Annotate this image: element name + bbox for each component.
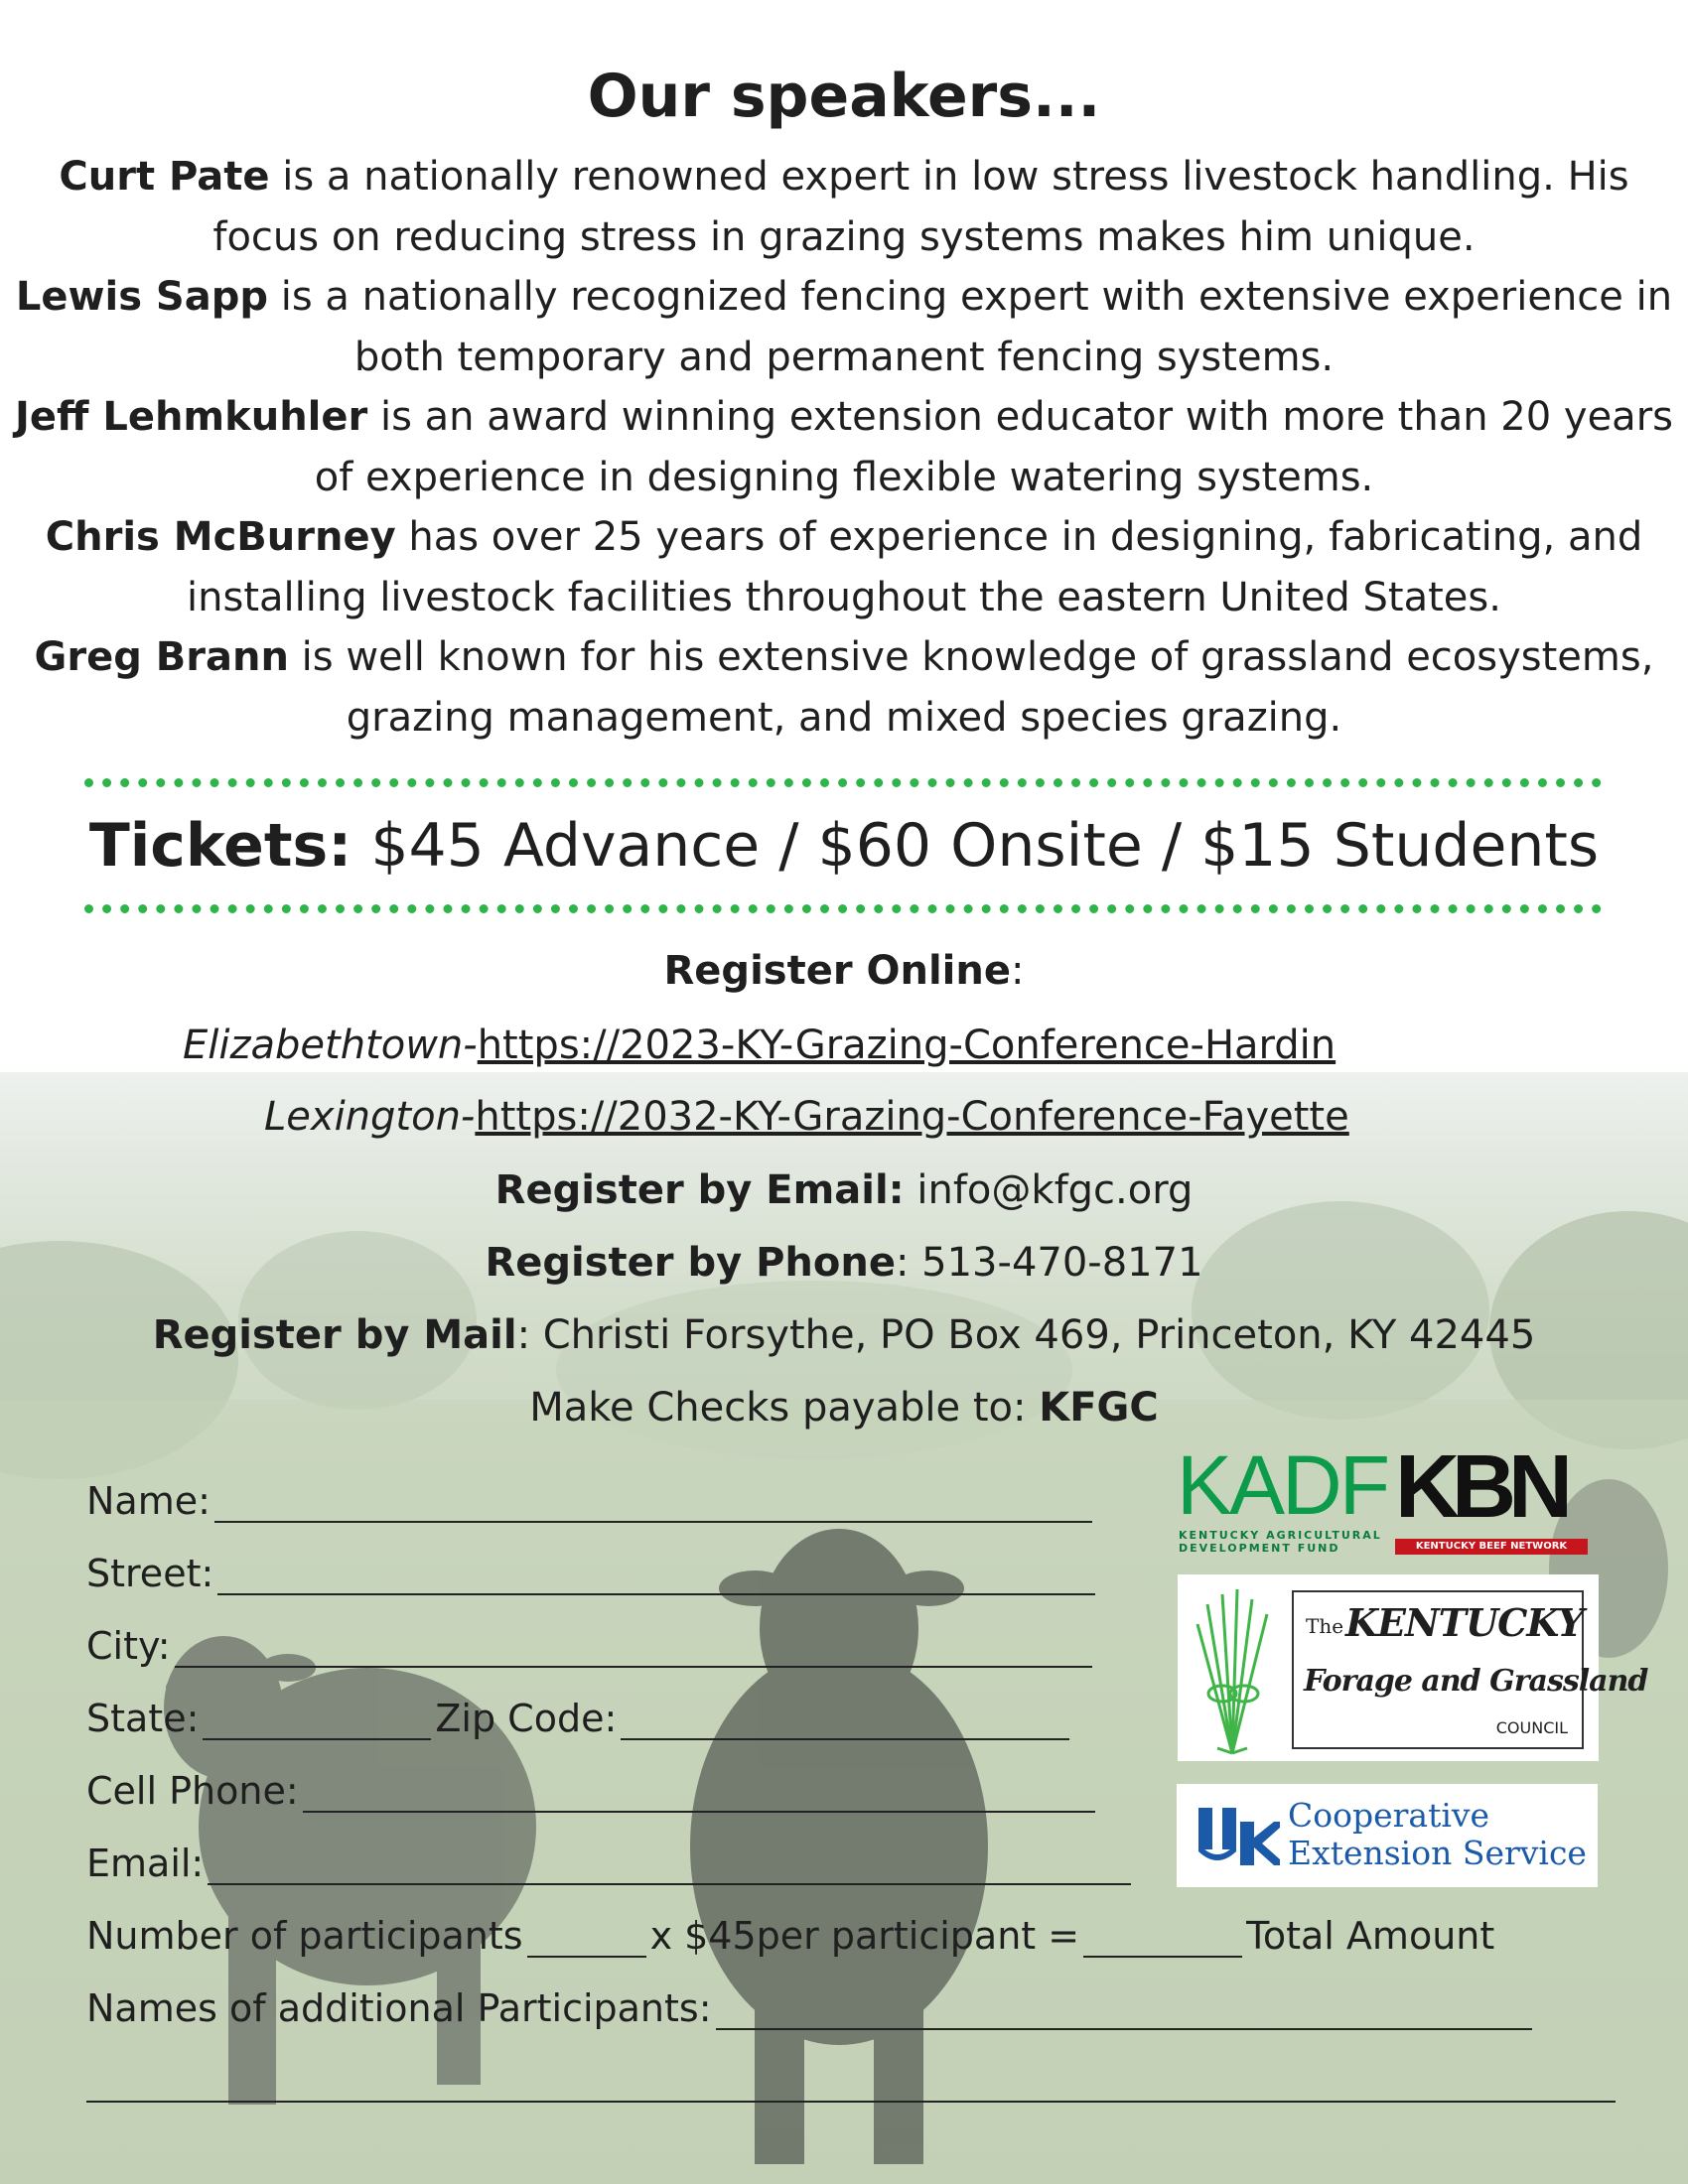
speaker-name: Curt Pate [59,154,270,200]
register-email-value[interactable]: info@kfgc.org [904,1167,1194,1213]
additional-participants-field[interactable] [716,1994,1532,2030]
lexington-link[interactable]: https://2032-KY-Grazing-Conference-Fayette [475,1094,1349,1140]
speaker-description: is an award winning extension educator with more than 20 years of experience in designing flexible watering systems. [314,394,1673,500]
dotted-divider [84,904,1602,913]
speaker-name: Chris McBurney [45,514,396,560]
bio-jeff-lehmkuhler [0,387,1688,507]
register-phone-label: Register by Phone [485,1240,896,1286]
bio-chris-mcburney [0,507,1688,627]
speaker-description: is well known for his extensive knowledge of grassland ecosystems, grazing management, and mixed species grazing. [288,634,1654,741]
uk-logo-icon [1196,1804,1280,1867]
form-row-email [86,1836,1135,1885]
kfgc-logo [1178,1574,1648,1761]
name-field[interactable] [214,1487,1092,1523]
city-label: Elizabethtown- [183,1023,478,1068]
additional-participants-field-2[interactable] [86,2067,1616,2103]
register-mail-label: Register by Mail [152,1312,517,1358]
elizabethtown-registration [183,1023,1336,1068]
kfgc-logo-forage: Forage and Grassland [1304,1664,1648,1699]
form-row-city [86,1618,1096,1668]
cell-phone-field[interactable] [303,1777,1095,1813]
state-label: State: [86,1697,200,1740]
kadf-logo-line1: KENTUCKY AGRICULTURAL [1179,1529,1382,1542]
checks-label: Make Checks payable to: [529,1385,1040,1431]
checks-payee: KFGC [1039,1385,1159,1431]
form-row-additional-2 [86,2053,1619,2103]
ces-logo-line2: Extension Service [1288,1834,1587,1872]
register-phone-value: : 513-470-8171 [895,1240,1203,1286]
grass-bundle-icon [1178,1574,1287,1761]
state-field[interactable] [203,1705,431,1740]
checks-payable [0,1385,1688,1431]
kfgc-logo-box [1292,1590,1648,1749]
kadf-logo-line2: DEVELOPMENT FUND [1179,1542,1340,1555]
speaker-description: has over 25 years of experience in designing, fabricating, and installing livestock facilities throughout the eastern United States. [187,514,1643,620]
city-label: City: [86,1624,171,1668]
total-amount-label: Total Amount [1246,1914,1495,1958]
speaker-name: Greg Brann [34,634,289,680]
kbn-logo-tagline: KENTUCKY BEEF NETWORK [1395,1539,1588,1555]
register-by-email [0,1167,1688,1213]
cooperative-extension-logo [1177,1784,1598,1887]
form-row-street [86,1546,1099,1595]
lexington-registration [264,1094,1349,1140]
kbn-logo [1395,1437,1588,1555]
participants-count-field[interactable] [527,1922,646,1958]
elizabethtown-link[interactable]: https://2023-KY-Grazing-Conference-Hardin [477,1023,1336,1068]
total-amount-field[interactable] [1083,1922,1242,1958]
kadf-logo [1175,1438,1388,1561]
form-row-participants [86,1908,1494,1958]
street-label: Street: [86,1552,214,1595]
bio-lewis-sapp [0,267,1688,387]
dotted-divider [84,778,1602,787]
zip-label: Zip Code: [435,1697,618,1740]
form-row-cell [86,1763,1099,1813]
bio-curt-pate [0,147,1688,267]
bio-greg-brann [0,627,1688,748]
kfgc-logo-council: COUNCIL [1495,1718,1568,1737]
tickets-values: $45 Advance / $60 Onsite / $15 Students [352,811,1600,881]
speaker-name: Lewis Sapp [15,274,268,320]
register-mail-value: : Christi Forsythe, PO Box 469, Princeton, KY 42445 [516,1312,1536,1358]
page-title: Our speakers... [587,62,1101,131]
register-online-label: Register Online [663,948,1011,994]
speaker-description: is a nationally recognized fencing expert with extensive experience in both temporary and permanent fencing systems. [268,274,1673,380]
kbn-logo-mark: KBN [1395,1437,1565,1537]
name-label: Name: [86,1479,211,1523]
street-field[interactable] [217,1560,1095,1595]
register-online-colon: : [1011,948,1025,994]
per-participant-label: x $45per participant = [649,1914,1080,1958]
register-online-heading [0,948,1688,994]
form-row-name [86,1473,1096,1523]
cell-phone-label: Cell Phone: [86,1769,299,1813]
city-field[interactable] [175,1632,1092,1668]
register-email-label: Register by Email: [494,1167,905,1213]
register-by-mail [0,1312,1688,1358]
register-by-phone [0,1240,1688,1286]
speaker-description: is a nationally renowned expert in low stress livestock handling. His focus on reducing stress in grazing systems makes him unique. [212,154,1629,260]
form-row-additional [86,1980,1536,2030]
zip-field[interactable] [621,1705,1069,1740]
kadf-logo-mark: KADF [1177,1438,1388,1532]
kfgc-logo-kentucky: KENTUCKY [1345,1600,1584,1645]
city-label: Lexington- [264,1094,476,1140]
ticket-prices [0,806,1688,886]
additional-participants-label: Names of additional Participants: [86,1986,712,2030]
speaker-bios [0,147,1688,748]
tickets-label: Tickets: [88,811,352,881]
participants-label: Number of participants [86,1914,523,1958]
email-field[interactable] [208,1849,1131,1885]
speaker-name: Jeff Lehmkuhler [15,394,368,440]
ces-logo-line1: Cooperative [1288,1796,1490,1835]
form-row-state-zip [86,1691,1073,1740]
kfgc-logo-the: The [1306,1614,1344,1638]
email-label: Email: [86,1842,205,1885]
